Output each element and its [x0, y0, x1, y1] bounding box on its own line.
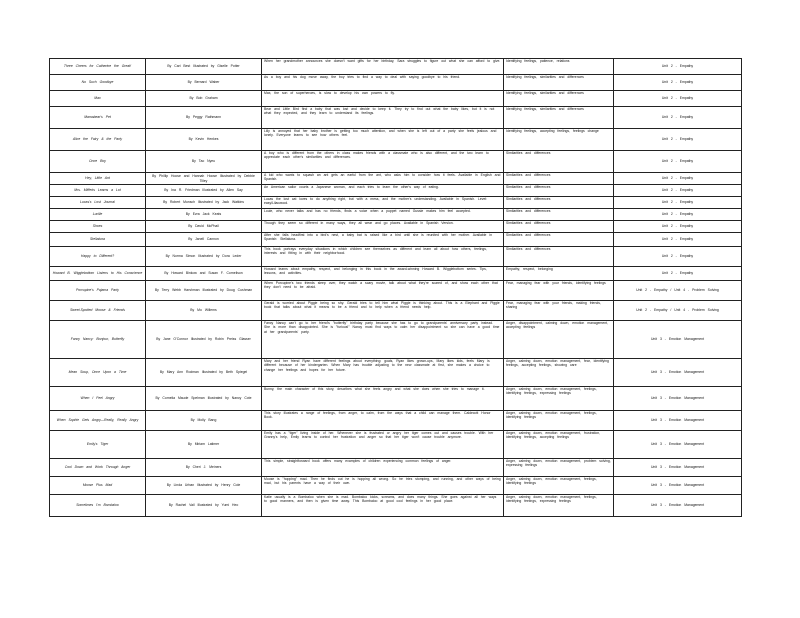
table-row [50, 173, 742, 185]
book-author-cell: By Cheri J. Meiners [146, 459, 262, 477]
book-description-cell: Louie, who never talks and has no friends, finds a voice when a puppet named Gussie makes him feel accepted. [262, 209, 504, 221]
book-themes-cell: Similarities and differences [504, 173, 614, 185]
book-author-cell: By Norma Simon Illustrated by Dora Leder [146, 247, 262, 267]
table-row [50, 321, 742, 359]
book-unit-cell: Unit 3 - Emotion Management [614, 359, 742, 387]
book-unit-cell: Unit 3 - Emotion Management [614, 459, 742, 477]
book-themes-cell: Anger, calming down, emotion management, problem solving, expressing feelings [504, 459, 614, 477]
book-author-cell: By Mo Willems [146, 301, 262, 321]
book-title-cell: Mrs. Mifferts Learns a Lot [50, 185, 146, 197]
book-author-cell: By Tao Nyeu [146, 151, 262, 173]
book-themes-cell: Similarities and differences [504, 197, 614, 209]
book-themes-cell: Anger, calming down, emotion management, feelings, identifying feelings, expressing feelings [504, 387, 614, 411]
book-title-cell: No Such Goodbye [50, 75, 146, 91]
book-themes-cell: Fear, managing fear with your friends, making friends, sharing [504, 301, 614, 321]
table-row [50, 185, 742, 197]
book-description-cell: Gerald is worried about Piggie being so shy. Gerald tries to tell him what Piggie is thinking about. This is a Elephant and Piggie book that talks about what it means to be a friend and to help when a friend needs help. [262, 301, 504, 321]
book-themes-cell: Anger, calming down, emotion management, feelings, identifying feelings [504, 411, 614, 431]
book-title-cell: Moose Plus Mad [50, 477, 146, 495]
table-row [50, 477, 742, 495]
book-themes-cell: Identifying feelings, similarities and differences [504, 91, 614, 107]
book-title-cell: Howard B. Wigglebottom Listens to His Conscience [50, 267, 146, 281]
book-description-cell: Howard learns about empathy, respect, and belonging in this book in the award-winning Howard B. Wigglebottom series. Tips, lessons, and activities. [262, 267, 504, 281]
book-description-cell: Max, the son of superheroes, is slow to develop his own powers to fly. [262, 91, 504, 107]
book-author-cell: By Cornelia Maude Spelman Illustrated by Nancy Cote [146, 387, 262, 411]
book-themes-cell: Anger, calming down, emotion management, frustration, identifying feelings, accepting feelings [504, 431, 614, 459]
book-list-body [50, 59, 742, 517]
table-row [50, 301, 742, 321]
book-unit-cell: Unit 2 - Empathy [614, 129, 742, 151]
book-title-cell: Max [50, 91, 146, 107]
book-title-cell: Three Cheers for Catherine the Great! [50, 59, 146, 75]
book-title-cell: Stellaluna [50, 233, 146, 247]
book-title-cell: Emily's Tiger [50, 431, 146, 459]
book-unit-cell: Unit 2 - Empathy [614, 107, 742, 129]
book-description-cell: This book portrays everyday situations in which children see themselves as different and learn all about how others, feelings, interests and fitting in with their neighborhood. [262, 247, 504, 267]
book-description-cell: An American sailor courts a Japanese woman, and each tries to learn the other's way of eating. [262, 185, 504, 197]
book-author-cell: By Ina R. Friedman Illustrated by Allen Say [146, 185, 262, 197]
book-unit-cell: Unit 2 - Empathy [614, 185, 742, 197]
book-author-cell: By Rachel Vail Illustrated by Yumi Heo [146, 495, 262, 517]
book-unit-cell: Unit 2 - Empathy [614, 209, 742, 221]
book-unit-cell: Unit 2 - Empathy [614, 221, 742, 233]
book-description-cell: This simple, straightforward book offers many examples of children experiencing common feelings of anger. [262, 459, 504, 477]
book-description-cell: Lucas the lost cat loves to do anything right, but with a mess, and the mother's understanding. Available in Spanish. Level: easy/Lilacwood. [262, 197, 504, 209]
book-description-cell: Bear and Little Bird find a baby that was lost and decide to keep it. They try to find out what the baby likes, but it is not what they expected, and they learn to understand its feelings. [262, 107, 504, 129]
book-unit-cell: Unit 3 - Emotion Management [614, 321, 742, 359]
book-description-cell: A boy who is different from the others in class makes friends with a classmate who is also different, and the two learn to appreciate each other's similarities and differences. [262, 151, 504, 173]
book-unit-cell: Unit 2 - Empathy [614, 75, 742, 91]
book-title-cell: Shoes [50, 221, 146, 233]
book-title-cell: Lucille [50, 209, 146, 221]
book-author-cell: By Jane O'Connor Illustrated by Robin Preiss Glasser [146, 321, 262, 359]
book-title-cell: Cool Down and Work Through Anger [50, 459, 146, 477]
book-themes-cell: Fear, managing fear with your friends, identifying feelings [504, 281, 614, 301]
book-unit-cell: Unit 3 - Emotion Management [614, 495, 742, 517]
book-title-cell: When I Feel Angry [50, 387, 146, 411]
book-themes-cell: Identifying feelings, accepting feelings, feelings change [504, 129, 614, 151]
table-row [50, 221, 742, 233]
book-themes-cell: Similarities and differences [504, 247, 614, 267]
book-description-cell: This story illustrates a range of feelings, from anger, to calm, from the ways that a child can manage them. Caldecott Honor Book. [262, 411, 504, 431]
book-description-cell: A kid who wants to squash an ant gets an earful from the ant, who asks him to consider how it feels. Available in English and Spanish. [262, 173, 504, 185]
book-description-cell: Moose is "hopping" mad. Then he finds out he is hopping all wrong. So he tries stomping, and running, and other ways of being mad, but his parents have a way of their own. [262, 477, 504, 495]
table-row [50, 129, 742, 151]
book-title-cell: Alice the Fairy & the Party [50, 129, 146, 151]
book-author-cell: By David McPhail [146, 221, 262, 233]
book-unit-cell: Unit 2 - Empathy [614, 151, 742, 173]
book-themes-cell: Identifying feelings, similarities and differences [504, 75, 614, 91]
book-themes-cell: Similarities and differences [504, 185, 614, 197]
book-title-cell: Once Boy [50, 151, 146, 173]
book-author-cell: By Kevin Henkes [146, 129, 262, 151]
book-description-cell: When Porcupine's two friends sleep over, they watch a scary movie, talk about what they're scared of, and show each other that they don't need to be afraid. [262, 281, 504, 301]
book-themes-cell: Anger, calming down, emotion management, feelings, identifying feelings, expressing feelings [504, 495, 614, 517]
book-themes-cell: Similarities and differences [504, 233, 614, 247]
book-themes-cell: Similarities and differences [504, 151, 614, 173]
table-row [50, 233, 742, 247]
book-author-cell: By Robert Munsch Illustrated by Jack Watkins [146, 197, 262, 209]
book-unit-cell: Unit 2 - Empathy / Unit 4 - Problem Solving [614, 281, 742, 301]
book-unit-cell: Unit 2 - Empathy [614, 197, 742, 209]
book-title-cell: Fancy Nancy: Bonjour, Butterfly [50, 321, 146, 359]
book-themes-cell: Identifying feelings, similarities and differences [504, 107, 614, 129]
table-row [50, 197, 742, 209]
book-unit-cell: Unit 2 - Empathy [614, 59, 742, 75]
table-row [50, 281, 742, 301]
book-description-cell: Though they seem so different in many ways, they all wear and go places. Available in Spanish Version. [262, 221, 504, 233]
book-title-cell: Porcupine's Pajama Party [50, 281, 146, 301]
book-title-cell: Sometimes I'm Bombaloo [50, 495, 146, 517]
book-unit-cell: Unit 2 - Empathy [614, 173, 742, 185]
book-unit-cell: Unit 3 - Emotion Management [614, 477, 742, 495]
book-author-cell: By Phillip Hoose and Hannah Hoose Illustrated by Debbie Tilley [146, 173, 262, 185]
book-title-cell: When Sophie Gets Angry—Really, Really Angry [50, 411, 146, 431]
book-themes-cell: Empathy, respect, belonging [504, 267, 614, 281]
book-description-cell: After she falls headfirst into a bird's nest, a baby bat is raised like a bird until she is reunited with her mother. Available in Spanish: Stellaluna. [262, 233, 504, 247]
book-author-cell: By Peggy Rathmann [146, 107, 262, 129]
book-unit-cell: Unit 3 - Emotion Management [614, 431, 742, 459]
book-title-cell: Lucas's Lost Journal [50, 197, 146, 209]
table-row [50, 431, 742, 459]
table-row [50, 107, 742, 129]
book-author-cell: By Bob Graham [146, 91, 262, 107]
book-unit-cell: Unit 3 - Emotion Management [614, 411, 742, 431]
book-title-cell: Hey, Little Ant [50, 173, 146, 185]
book-author-cell: By Cari Best Illustrated by Giselle Potter [146, 59, 262, 75]
book-author-cell: By Bernard Waber [146, 75, 262, 91]
book-description-cell: Bunny, the main character of this story, describes what she feels angry and what she does when she tries to manage it. [262, 387, 504, 411]
book-unit-cell: Unit 2 - Empathy [614, 247, 742, 267]
table-row [50, 151, 742, 173]
book-description-cell: Mary and her friend Ryan have different feelings about everything: goals, Ryan likes grown-ups, Mary likes kids, feels Mary is different because of her kindergarten. When Mary has trouble adjusting to the new classmate at first, she makes a choice to change her feelings and hopes for her future. [262, 359, 504, 387]
book-author-cell: By Janell Cannon [146, 233, 262, 247]
table-row [50, 267, 742, 281]
book-themes-cell: Anger, calming down, emotion management, feelings, identifying feelings [504, 477, 614, 495]
book-title-cell: Happy to Different? [50, 247, 146, 267]
book-unit-cell: Unit 2 - Empathy [614, 267, 742, 281]
table-row [50, 59, 742, 75]
book-description-cell: Fancy Nancy can't go to her friend's "butterfly" birthday party because she has to go to grandparents' anniversary party instead. She is more than disappointed. She is "furious!" Nancy must find ways to calm her disappointment so she can have a good time at her grandparents' party. [262, 321, 504, 359]
book-themes-cell: Identifying feelings, patience, relations [504, 59, 614, 75]
book-author-cell: By Terry Webb Harshman Illustrated by Doug Cushman [146, 281, 262, 301]
book-themes-cell: Similarities and differences [504, 221, 614, 233]
book-unit-cell: Unit 2 - Empathy / Unit 4 - Problem Solving [614, 301, 742, 321]
book-author-cell: By Howard Binkow and Susan F. Cornelison [146, 267, 262, 281]
table-row [50, 209, 742, 221]
book-unit-cell: Unit 2 - Empathy [614, 91, 742, 107]
book-author-cell: By Mary Ann Rodman Illustrated by Beth Spiegel [146, 359, 262, 387]
table-row [50, 91, 742, 107]
book-themes-cell: Similarities and differences [504, 209, 614, 221]
book-description-cell: Emily has a "tiger" living inside of her. Whenever she is frustrated or angry her tiger comes out and causes trouble. With her Granny's help, Emily learns to control her frustration and anger so that her tiger won't cause trouble anymore. [262, 431, 504, 459]
book-description-cell: Katie usually is a Bombaloo when she is mad. Bombaloo kicks, screams, and does many things. She goes against all her ways to good manners, and then is given time away. This Bombaloo at good cool feelings in her good place. [262, 495, 504, 517]
book-title-cell: Mamabear's Pet [50, 107, 146, 129]
book-themes-cell: Anger, calming down, emotion management, fear, identifying feelings, accepting feelings, showing care [504, 359, 614, 387]
table-row [50, 247, 742, 267]
table-row [50, 387, 742, 411]
book-description-cell: Lilly is annoyed that her baby brother is getting too much attention, and when she is left out of a party she feels jealous and lonely. Everyone learns to see how others feel. [262, 129, 504, 151]
table-row [50, 495, 742, 517]
table-row [50, 411, 742, 431]
book-author-cell: By Ezra Jack Keats [146, 209, 262, 221]
book-author-cell: By Linda Urban Illustrated by Henry Cole [146, 477, 262, 495]
table-row [50, 359, 742, 387]
book-description-cell: When her grandmother announces she doesn't want gifts for her birthday, Sara struggles to figure out what she can afford to give. [262, 59, 504, 75]
book-description-cell: As a boy and his dog move away, the boy tries to find a way to deal with saying goodbye to his friend. [262, 75, 504, 91]
book-unit-cell: Unit 3 - Emotion Management [614, 387, 742, 411]
book-themes-cell: Anger, disappointment, calming down, emotion management, accepting feelings [504, 321, 614, 359]
table-row [50, 75, 742, 91]
table-row [50, 459, 742, 477]
book-list-table [49, 58, 742, 517]
book-title-cell: Mean Soup, Once Upon a Time [50, 359, 146, 387]
book-author-cell: By Molly Bang [146, 411, 262, 431]
book-title-cell: Sweet-Spotted Moose & Friends [50, 301, 146, 321]
book-author-cell: By Miriam Latimer [146, 431, 262, 459]
book-unit-cell: Unit 2 - Empathy [614, 233, 742, 247]
